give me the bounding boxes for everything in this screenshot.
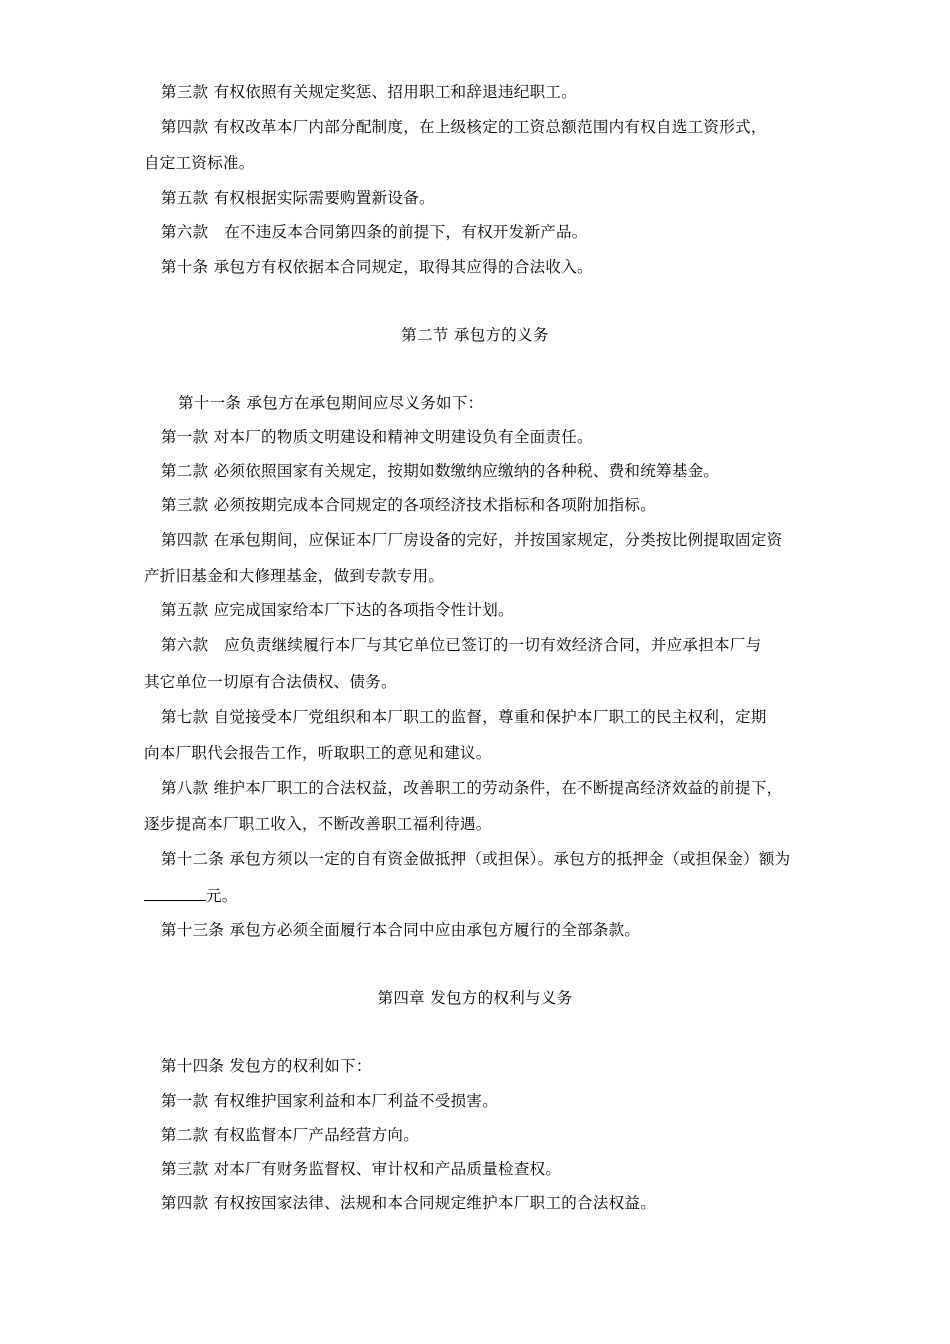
amount-blank [144, 885, 206, 901]
clause-5-rights: 第五款 有权根据实际需要购置新设备。 [161, 189, 435, 207]
clause-4-obligations: 第四款 在承包期间，应保证本厂厂房设备的完好，并按国家规定，分类按比例提取固定资 [161, 531, 783, 549]
article-10: 第十条 承包方有权依据本合同规定，取得其应得的合法收入。 [161, 258, 593, 276]
clause-4-employer: 第四款 有权按国家法律、法规和本合同规定维护本厂职工的合法权益。 [161, 1194, 657, 1212]
clause-1-obligations: 第一款 对本厂的物质文明建设和精神文明建设负有全面责任。 [161, 428, 593, 446]
chapter-heading-employer-rights: 第四章 发包方的权利与义务 [377, 989, 573, 1007]
clause-6-rights: 第六款 在不违反本合同第四条的前提下，有权开发新产品。 [161, 223, 588, 241]
article-11: 第十一条 承包方在承包期间应尽义务如下： [178, 394, 484, 412]
clause-4-rights: 第四款 有权改革本厂内部分配制度，在上级核定的工资总额范围内有权自选工资形式， [161, 118, 767, 136]
article-14: 第十四条 发包方的权利如下： [161, 1057, 372, 1075]
article-12-continued [144, 885, 238, 906]
clause-2-obligations: 第二款 必须依照国家有关规定，按期如数缴纳应缴纳的各种税、费和统筹基金。 [161, 462, 720, 480]
section-heading-contractor-obligations: 第二节 承包方的义务 [401, 326, 549, 344]
clause-3-obligations: 第三款 必须按期完成本合同规定的各项经济技术指标和各项附加指标。 [161, 496, 657, 514]
article-12: 第十二条 承包方须以一定的自有资金做抵押（或担保）。承包方的抵押金（或担保金）额为 [161, 850, 791, 868]
clause-2-employer: 第二款 有权监督本厂产品经营方向。 [161, 1126, 420, 1144]
clause-5-obligations: 第五款 应完成国家给本厂下达的各项指令性计划。 [161, 601, 514, 619]
clause-3-rights: 第三款 有权依照有关规定奖惩、招用职工和辞退违纪职工。 [161, 83, 578, 101]
clause-8-obligations: 第八款 维护本厂职工的合法权益，改善职工的劳动条件，在不断提高经济效益的前提下， [161, 779, 783, 797]
currency-unit: 元。 [206, 887, 238, 905]
clause-7-obligations-continued: 向本厂职代会报告工作，听取职工的意见和建议。 [144, 744, 492, 762]
clause-4-rights-continued: 自定工资标准。 [144, 154, 255, 172]
clause-7-obligations: 第七款 自觉接受本厂党组织和本厂职工的监督，尊重和保护本厂职工的民主权利，定期 [161, 708, 767, 726]
clause-4-obligations-continued: 产折旧基金和大修理基金，做到专款专用。 [144, 567, 445, 585]
article-13: 第十三条 承包方必须全面履行本合同中应由承包方履行的全部条款。 [161, 921, 641, 939]
clause-3-employer: 第三款 对本厂有财务监督权、审计权和产品质量检查权。 [161, 1160, 562, 1178]
clause-6-obligations-continued: 其它单位一切原有合法债权、债务。 [144, 673, 397, 691]
clause-1-employer: 第一款 有权维护国家利益和本厂利益不受损害。 [161, 1092, 499, 1110]
clause-8-obligations-continued: 逐步提高本厂职工收入，不断改善职工福利待遇。 [144, 815, 492, 833]
clause-6-obligations: 第六款 应负责继续履行本厂与其它单位已签订的一切有效经济合同，并应承担本厂与 [161, 636, 762, 654]
